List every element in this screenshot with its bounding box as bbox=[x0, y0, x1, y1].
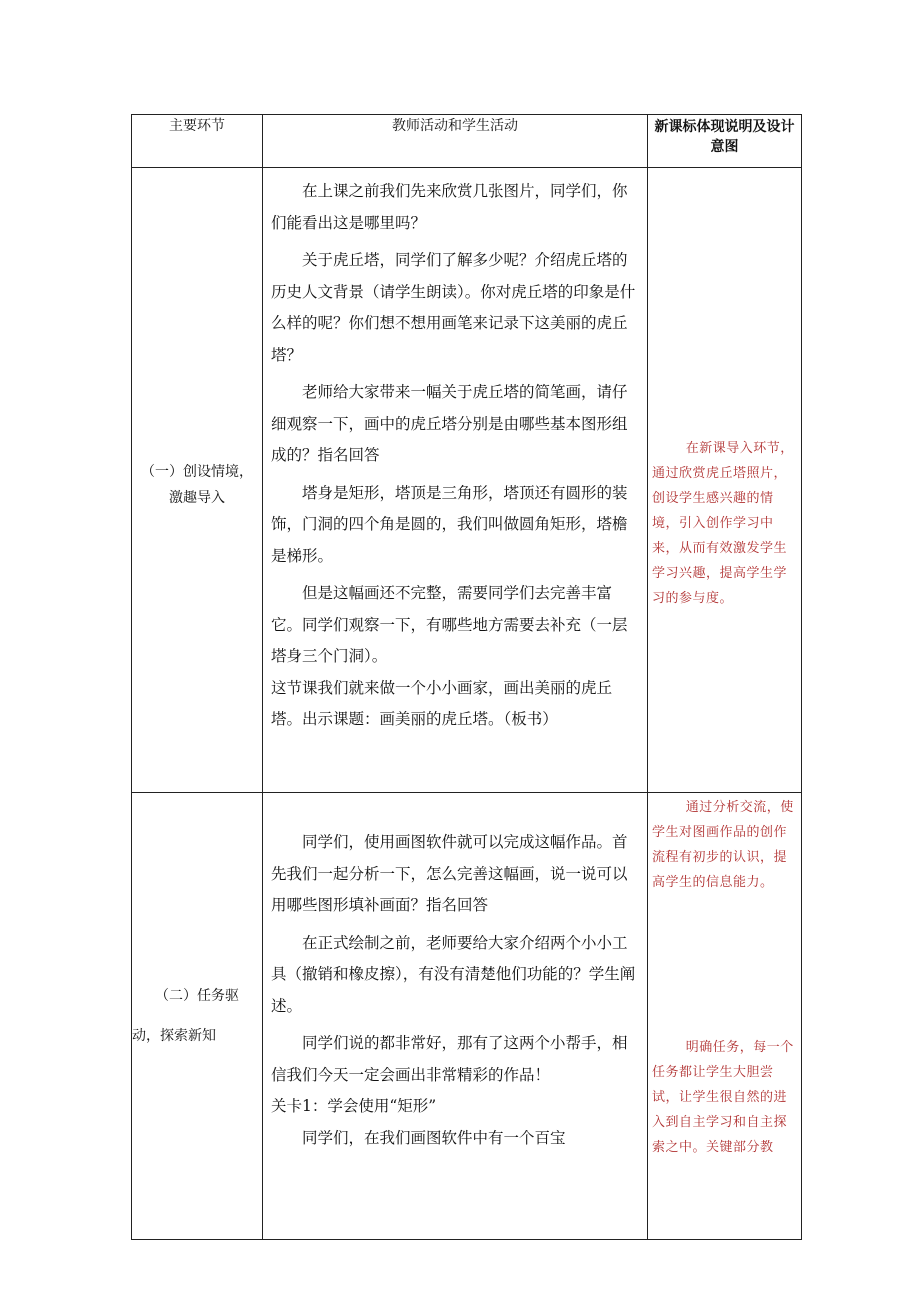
activities-cell bbox=[263, 168, 648, 793]
lesson-plan-table bbox=[131, 114, 802, 1240]
activity-paragraph: 但是这幅画还不完整，需要同学们去完善丰富它。同学们观察一下，有哪些地方需要去补充（一层塔身三个门洞）。 bbox=[271, 584, 628, 665]
stage-label-line: （二）任务驱 bbox=[155, 988, 239, 1004]
activity-paragraph: 同学们，在我们画图软件中有一个百宝 bbox=[302, 1128, 566, 1147]
activity-paragraph: 在上课之前我们先来欣赏几张图片，同学们，你们能看出这是哪里吗？ bbox=[271, 182, 628, 232]
activity-paragraph: 这节课我们就来做一个小小画家，画出美丽的虎丘塔。出示课题：画美丽的虎丘塔。（板书） bbox=[271, 678, 613, 728]
stage-cell bbox=[132, 793, 263, 1240]
header-activities: 教师活动和学生活动 bbox=[263, 115, 648, 168]
activity-paragraph: 同学们说的都非常好，那有了这两个小帮手，相信我们今天一定会画出非常精彩的作品！ bbox=[271, 1034, 628, 1084]
table-row bbox=[132, 168, 802, 793]
header-design-notes: 新课标体现说明及设计意图 bbox=[648, 115, 802, 168]
stage-label-line: 动，探索新知 bbox=[132, 1028, 216, 1044]
activity-paragraph: 关卡1：学会使用“矩形” bbox=[271, 1097, 437, 1115]
header-main-stage: 主要环节 bbox=[132, 115, 263, 168]
design-note: 通过分析交流，使学生对图画作品的创作流程有初步的认识，提高学生的信息能力。 bbox=[652, 800, 794, 890]
activity-paragraph: 老师给大家带来一幅关于虎丘塔的简笔画，请仔细观察一下，画中的虎丘塔分别是由哪些基本图形组成的？指名回答 bbox=[271, 383, 628, 464]
activity-paragraph: 同学们，使用画图软件就可以完成这幅作品。首先我们一起分析一下，怎么完善这幅画，说一说可以用哪些图形填补画面？指名回答 bbox=[271, 833, 628, 914]
table-row bbox=[132, 793, 802, 1240]
design-note: 明确任务，每一个任务都让学生大胆尝试，让学生很自然的进入到自主学习和自主探索之中。关键部分教 bbox=[652, 1040, 794, 1155]
design-note-cell bbox=[648, 793, 802, 1240]
activity-paragraph: 塔身是矩形，塔顶是三角形，塔顶还有圆形的装饰，门洞的四个角是圆的，我们叫做圆角矩形，塔檐是梯形。 bbox=[271, 483, 628, 565]
stage-label-line: （一）创设情境， bbox=[141, 464, 253, 480]
activity-paragraph: 关于虎丘塔，同学们了解多少呢？介绍虎丘塔的历史人文背景（请学生朗读）。你对虎丘塔的印象是什么样的呢？你们想不想用画笔来记录下这美丽的虎丘塔？ bbox=[271, 251, 636, 364]
design-note: 在新课导入环节，通过欣赏虎丘塔照片，创设学生感兴趣的情境，引入创作学习中来，从而有效激发学生学习兴趣，提高学生学习的参与度。 bbox=[652, 441, 794, 606]
table-header-row bbox=[132, 115, 802, 168]
stage-cell bbox=[132, 168, 263, 793]
activity-paragraph: 在正式绘制之前，老师要给大家介绍两个小小工具（撤销和橡皮擦），有没有清楚他们功能的？学生阐述。 bbox=[271, 933, 636, 1015]
design-note-cell bbox=[648, 168, 802, 793]
stage-label-line: 激趣导入 bbox=[169, 490, 225, 506]
activities-cell bbox=[263, 793, 648, 1240]
